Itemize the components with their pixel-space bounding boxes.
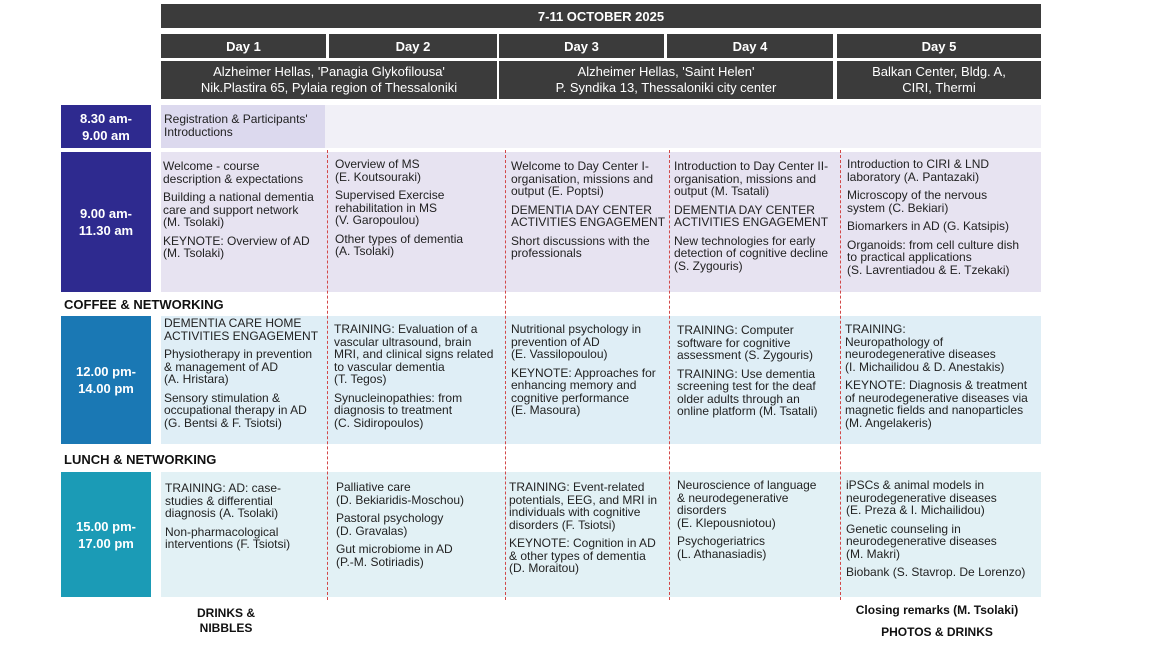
venue-address: CIRI, Thermi [902,80,976,95]
venue-address: P. Syndika 13, Thessaloniki city center [555,80,777,95]
session-item [334,392,504,430]
time-slot-4 [61,472,151,597]
drinks-nibbles-note [186,606,266,636]
session-line: (D. Moraitou) [509,561,580,575]
session-line: KEYNOTE: Approaches for [511,365,656,380]
session-line: & other types of dementia [509,548,646,563]
session-item [847,189,1039,214]
closing-remarks: Closing remarks (M. Tsolaki) [855,603,1019,617]
session-line: Palliative care [336,480,411,494]
session-line: KEYNOTE: Diagnosis & treatment [845,378,1028,392]
session-line: (D. Gravalas) [336,523,408,538]
session-line: older adults through an [677,391,800,406]
session-line: potentials, EEG, and MRI in [509,492,658,507]
session-line: TRAINING: AD: case- [165,481,282,495]
session-line: occupational therapy in AD [164,403,307,417]
session-line: DEMENTIA DAY CENTER [674,202,815,217]
session-line: detection of cognitive decline [674,246,829,260]
session-line: (L. Athanasiadis) [677,546,767,561]
session-cell-day3-midday [511,323,669,417]
column-divider [669,150,670,600]
session-item [847,158,1039,183]
session-item [335,158,503,183]
session-cell-day5-midday [845,323,1039,429]
column-divider [840,150,841,600]
session-line: output (M. Tsatali) [674,184,770,198]
session-line: enhancing memory and [511,378,637,392]
session-line: Welcome to Day Center I- [511,159,649,173]
session-line: Synucleinopathies: from [334,390,463,405]
time-slot-3 [61,316,151,444]
session-line: iPSCs & animal models in [846,478,985,492]
session-line: organisation, missions and [674,171,817,186]
session-line: (M. Tsolaki) [163,215,225,229]
session-line: to vascular dementia [334,359,445,374]
day-header-3: Day 3 [499,34,664,58]
venue-name: Alzheimer Hellas, 'Saint Helen' [577,64,755,79]
session-line: Biomarkers in AD (G. Katsipis) [847,219,1010,233]
session-line: ACTIVITIES ENGAGEMENT [164,328,319,343]
coffee-networking-label: COFFEE & NETWORKING [64,297,224,312]
session-item [846,566,1040,579]
session-line: cognitive performance [511,390,630,405]
session-line: Neuropathology of [845,334,944,349]
footer-line: DRINKS & [196,606,255,620]
session-line: (V. Garopoulou) [335,213,420,227]
session-line: (D. Bekiaridis-Moschou) [336,492,465,507]
session-item [677,368,839,418]
session-cell-day2-morning [335,158,503,258]
session-line: Gut microbiome in AD [336,542,453,556]
session-line: studies & differential [165,493,273,508]
session-line: interventions (F. Tsiotsi) [165,537,291,551]
session-line: Supervised Exercise [335,188,445,202]
column-divider [327,150,328,600]
session-item [845,379,1039,429]
session-line: DEMENTIA DAY CENTER [511,202,652,217]
session-line: TRAINING: Use dementia [677,366,816,381]
session-line: of neurodegenerative diseases via [845,390,1028,405]
session-cell-day2-midday [334,323,504,429]
time-slot-2 [61,152,151,292]
session-item [163,235,325,260]
session-line: (G. Bentsi & F. Tsiotsi) [164,415,282,430]
day-header-4: Day 4 [667,34,833,58]
day-header-1: Day 1 [161,34,326,58]
venue-name: Alzheimer Hellas, 'Panagia Glykofilousa' [213,64,445,79]
registration-line: Registration & Participants' [164,112,308,126]
session-line: neurodegenerative diseases [845,347,996,361]
session-line: Pastoral psychology [336,511,444,525]
session-item [846,523,1040,561]
day-header-2: Day 2 [329,34,497,58]
session-line: TRAINING: Evaluation of a [334,322,478,336]
venue-day1-2 [161,61,497,99]
session-item [164,317,326,342]
session-line: Physiotherapy in prevention [164,347,313,361]
session-line: care and support network [163,202,299,217]
session-line: Building a national dementia [163,190,314,204]
session-line: DEMENTIA CARE HOME [164,316,302,330]
session-line: KEYNOTE: Overview of AD [163,233,310,248]
session-item [846,479,1040,517]
session-line: Overview of MS [335,157,420,171]
session-item [336,543,504,568]
session-line: (M. Tsolaki) [163,246,225,260]
session-line: individuals with cognitive [509,505,641,519]
session-line: vascular ultrasound, brain [334,334,472,349]
session-line: laboratory (A. Pantazaki) [847,169,980,184]
session-line: disorders (F. Tsiotsi) [509,517,616,532]
session-line: Other types of dementia [335,231,464,246]
session-item [164,348,326,386]
time-start: 8.30 am- [79,110,133,126]
session-item [511,323,669,361]
session-item [509,481,669,531]
time-end: 14.00 pm [78,381,134,396]
session-item [165,482,325,520]
session-line: Biobank (S. Stavrop. De Lorenzo) [846,565,1026,579]
session-item [847,220,1039,233]
session-item [509,537,669,575]
session-line: online platform (M. Tsatali) [677,404,818,418]
session-cell-day1-morning [163,160,325,260]
session-line: Nutritional psychology in [511,322,642,336]
session-item [674,204,840,229]
session-item [511,367,669,417]
session-line: Microscopy of the nervous [847,188,988,202]
session-line: (E. Vassilopoulou) [511,347,608,361]
time-start: 15.00 pm- [76,518,136,534]
session-item [164,392,326,430]
session-line: New technologies for early [674,233,816,248]
session-line: Non-pharmacological [165,524,279,539]
session-line: (E. Preza & I. Michailidou) [846,503,985,517]
session-item [674,160,840,198]
session-line: diagnosis to treatment [334,403,453,417]
session-cell-day5-morning [847,158,1039,276]
venue-day3-4 [499,61,833,99]
session-line: ACTIVITIES ENGAGEMENT [511,215,666,229]
session-line: ACTIVITIES ENGAGEMENT [674,215,829,229]
session-line: screening test for the deaf [677,379,816,393]
session-line: software for cognitive [677,335,791,350]
day-header-5: Day 5 [837,34,1041,58]
time-end: 9.00 am [82,127,130,143]
session-cell-day4-midday [677,324,839,418]
session-line: (P.-M. Sotiriadis) [336,554,424,569]
session-line: rehabilitation in MS [335,200,438,215]
session-item [165,526,325,551]
session-line: (S. Lavrentiadou & E. Tzekaki) [847,262,1010,277]
session-line: description & expectations [163,171,304,186]
session-item [335,189,503,227]
session-cell-day4-morning [674,160,840,272]
session-line: & neurodegenerative [677,490,789,505]
session-item [334,323,504,386]
session-line: prevention of AD [511,334,600,349]
session-line: MRI, and clinical signs related [334,347,494,361]
session-line: (A. Tsolaki) [335,244,395,258]
session-line: magnetic fields and nanoparticles [845,403,1024,417]
session-item [677,479,839,529]
session-item [847,239,1039,277]
session-cell-day2-afternoon [336,481,504,568]
session-item [335,233,503,258]
column-divider [505,150,506,600]
session-line: (E. Koutsouraki) [335,169,422,184]
session-line: (T. Tegos) [334,372,387,386]
session-line: organisation, missions and [511,171,654,186]
session-item [677,324,839,362]
session-cell-day3-morning [511,160,669,260]
session-cell-day4-afternoon [677,479,839,560]
session-line: Neuroscience of language [677,478,817,492]
time-start: 9.00 am- [79,206,133,221]
time-start: 12.00 pm- [76,364,136,379]
session-cell-day3-afternoon [509,481,669,575]
session-item [163,191,325,229]
session-line: disorders [677,503,727,517]
session-item [677,535,839,560]
session-line: & management of AD [164,359,279,374]
session-line: Sensory stimulation & [164,390,281,405]
venue-address: Nik.Plastira 65, Pylaia region of Thessaloniki [200,80,458,95]
session-line: (M. Makri) [846,546,900,561]
session-line: Short discussions with the [511,233,650,248]
venue-name: Balkan Center, Bldg. A, [872,64,1006,79]
time-end: 11.30 am [78,223,134,238]
session-line: TRAINING: Computer [677,323,794,337]
session-item [163,160,325,185]
schedule-title: 7-11 OCTOBER 2025 [161,4,1041,28]
session-item [511,160,669,198]
registration-text [164,113,324,138]
session-line: (S. Zygouris) [674,258,743,273]
session-line: Organoids: from cell culture dish [847,237,1020,252]
session-cell-day5-afternoon [846,479,1040,579]
session-line: (I. Michailidou & D. Anestakis) [845,359,1005,374]
session-line: (A. Hristara) [164,372,229,386]
session-item [674,235,840,273]
session-line: TRAINING: Event-related [509,480,645,494]
session-line: Psychogeriatrics [677,534,766,548]
session-item [511,235,669,260]
session-line: Genetic counseling in [846,521,961,536]
venue-day5 [837,61,1041,99]
registration-line: Introductions [164,124,233,139]
time-slot-1 [61,105,151,148]
session-line: Introduction to CIRI & LND [847,157,990,171]
session-line: (E. Masoura) [511,403,581,417]
session-line: output (E. Poptsi) [511,184,604,198]
session-line: KEYNOTE: Cognition in AD [509,536,656,550]
session-item [336,512,504,537]
session-line: neurodegenerative diseases [846,490,997,505]
session-line: diagnosis (A. Tsolaki) [165,506,279,520]
session-line: neurodegenerative diseases [846,534,997,548]
session-line: assessment (S. Zygouris) [677,348,814,362]
session-cell-day1-midday [164,317,326,429]
session-line: Welcome - course [163,159,260,173]
session-line: professionals [511,246,582,260]
photos-drinks-note: PHOTOS & DRINKS [881,625,993,639]
session-item [845,323,1039,373]
footer-line: NIBBLES [199,621,253,635]
session-cell-day1-afternoon [165,482,325,551]
session-item [336,481,504,506]
session-line: TRAINING: [845,322,906,336]
session-line: (C. Sidiropoulos) [334,415,424,430]
session-item [511,204,669,229]
session-line: (M. Angelakeris) [845,415,932,430]
session-line: (E. Klepousniotou) [677,515,776,530]
lunch-networking-label: LUNCH & NETWORKING [64,452,217,467]
session-line: system (C. Bekiari) [847,200,949,215]
session-line: to practical applications [847,250,972,264]
time-end: 17.00 pm [78,535,134,551]
session-line: Introduction to Day Center II- [674,159,829,173]
